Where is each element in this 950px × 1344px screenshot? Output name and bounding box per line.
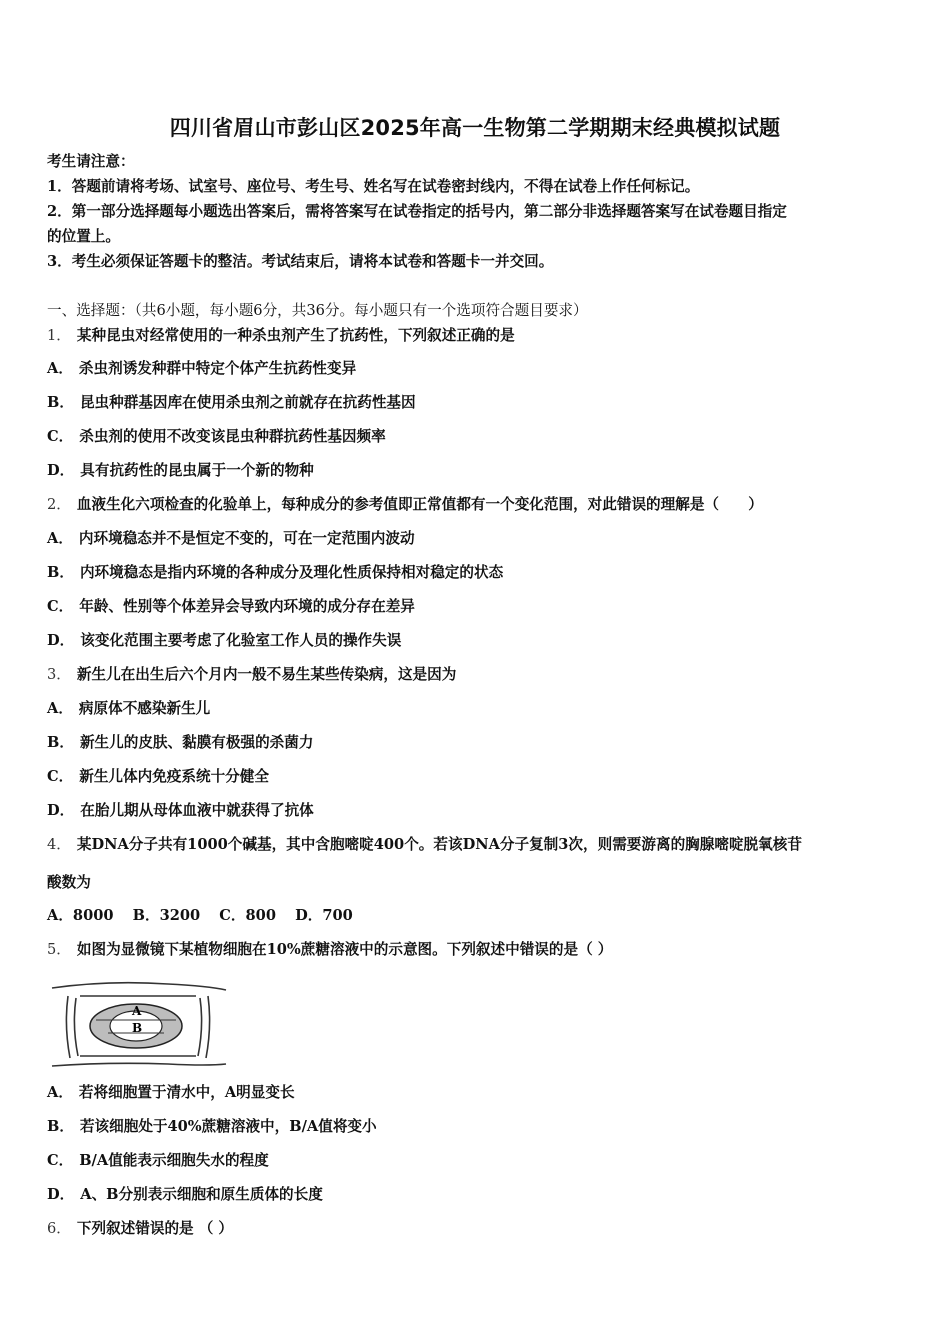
option-text: 3200 [159, 907, 201, 924]
q4-options [47, 906, 353, 926]
question-number: 2． [47, 496, 71, 513]
notice-item-2-cont: 的位置上。 [47, 228, 120, 245]
question-4 [47, 835, 802, 855]
q3-option-d [47, 801, 314, 821]
option-text: 年龄、性别等个体差异会导致内环境的成分存在差异 [79, 598, 415, 615]
bottom-wall-line [52, 1063, 226, 1066]
option-text: 杀虫剂诱发种群中特定个体产生抗药性变异 [78, 360, 357, 377]
question-number: 5． [47, 941, 71, 958]
notice-item-2: 2．第一部分选择题每小题选出答案后，需将答案写在试卷指定的括号内，第二部分非选择题答案写在试卷题目指定 [47, 203, 787, 220]
q3-option-c [47, 767, 269, 787]
option-text: 若将细胞置于清水中，A明显变长 [78, 1084, 295, 1101]
option-label: A． [47, 700, 73, 717]
option-label: A． [47, 907, 73, 924]
q1-option-d [47, 461, 314, 481]
option-text: A、B分别表示细胞和原生质体的长度 [80, 1186, 323, 1203]
option-label: A． [47, 360, 73, 377]
option-label: C． [47, 1152, 74, 1169]
q1-option-b [47, 393, 416, 413]
option-text: 800 [245, 907, 276, 924]
option-label: C． [47, 768, 74, 785]
question-stem: 新生儿在出生后六个月内一般不易生某些传染病，这是因为 [76, 666, 457, 683]
option-label: B． [132, 907, 160, 924]
q2-option-c [47, 597, 415, 617]
question-6 [47, 1219, 233, 1239]
option-label: B． [47, 734, 74, 751]
option-text: 新生儿体内免疫系统十分健全 [79, 768, 269, 785]
option-label: A． [47, 530, 73, 547]
question-stem: 某DNA分子共有1000个碱基，其中含胞嘧啶400个。若该DNA分子复制3次，则需要游离的胸腺嘧啶脱氧核苷 [76, 836, 802, 853]
question-stem: 血液生化六项检查的化验单上，每种成分的参考值即正常值都有一个变化范围，对此错误的理解是（ ） [76, 496, 763, 513]
notice-item-1: 1．答题前请将考场、试室号、座位号、考生号、姓名写在试卷密封线内，不得在试卷上作任何标记。 [47, 178, 700, 195]
question-4-cont: 酸数为 [47, 874, 91, 891]
option-label: C． [47, 428, 74, 445]
right-inner-wall-line [198, 998, 202, 1056]
option-label: D． [47, 632, 75, 649]
option-text: 病原体不感染新生儿 [78, 700, 211, 717]
left-wall-line [66, 996, 70, 1058]
notice-heading: 考生请注意： [47, 153, 135, 170]
option-label: C． [219, 907, 246, 924]
option-label: A． [47, 1084, 73, 1101]
question-stem: 如图为显微镜下某植物细胞在10%蔗糖溶液中的示意图。下列叙述中错误的是（ ） [76, 941, 613, 958]
option-text: 700 [322, 907, 353, 924]
option-text: 杀虫剂的使用不改变该昆虫种群抗药性基因频率 [79, 428, 386, 445]
question-number: 3． [47, 666, 71, 683]
option-text: 在胎儿期从母体血液中就获得了抗体 [80, 802, 314, 819]
question-3 [47, 665, 456, 685]
option-label: D． [47, 462, 75, 479]
question-number: 1． [47, 327, 71, 344]
q5-option-a [47, 1083, 295, 1103]
option-label: D． [47, 802, 75, 819]
option-text: 昆虫种群基因库在使用杀虫剂之前就存在抗药性基因 [79, 394, 416, 411]
option-text: 若该细胞处于40%蔗糖溶液中，B/A值将变小 [79, 1118, 377, 1135]
label-a: A [132, 1004, 142, 1018]
option-text: 内环境稳态是指内环境的各种成分及理化性质保持相对稳定的状态 [79, 564, 504, 581]
question-number: 4． [47, 836, 71, 853]
option-text: B/A值能表示细胞失水的程度 [79, 1152, 269, 1169]
option-text: 该变化范围主要考虑了化验室工作人员的操作失误 [80, 632, 402, 649]
q3-option-b [47, 733, 313, 753]
section-heading: 一、选择题：（共6小题，每小题6分，共36分。每小题只有一个选项符合题目要求） [47, 302, 588, 319]
right-wall-line [206, 996, 210, 1058]
q5-option-c [47, 1151, 269, 1171]
q2-option-a [47, 529, 415, 549]
option-label: C． [47, 598, 74, 615]
question-5 [47, 940, 612, 960]
left-inner-wall-line [74, 998, 78, 1056]
option-text: 8000 [72, 907, 114, 924]
option-text: 具有抗药性的昆虫属于一个新的物种 [80, 462, 314, 479]
q2-option-b [47, 563, 503, 583]
page-title: 四川省眉山市彭山区2025年高一生物第二学期期末经典模拟试题 [169, 116, 781, 140]
q5-option-b [47, 1117, 377, 1137]
option-label: B． [47, 394, 74, 411]
q1-option-c [47, 427, 386, 447]
option-label: B． [47, 1118, 74, 1135]
label-b: B [132, 1021, 143, 1035]
option-text: 内环境稳态并不是恒定不变的，可在一定范围内波动 [78, 530, 415, 547]
q1-option-a [47, 359, 356, 379]
q2-option-d [47, 631, 401, 651]
plant-cell-diagram [48, 976, 228, 1070]
question-1 [47, 326, 515, 346]
option-label: D． [295, 907, 323, 924]
option-label: B． [47, 564, 74, 581]
notice-item-3: 3．考生必须保证答题卡的整洁。考试结束后，请将本试卷和答题卡一并交回。 [47, 253, 554, 270]
question-2 [47, 495, 763, 515]
q5-option-d [47, 1185, 323, 1205]
option-text: 新生儿的皮肤、黏膜有极强的杀菌力 [79, 734, 314, 751]
q3-option-a [47, 699, 210, 719]
question-number: 6． [47, 1220, 71, 1237]
option-label: D． [47, 1186, 75, 1203]
question-stem: 某种昆虫对经常使用的一种杀虫剂产生了抗药性，下列叙述正确的是 [76, 327, 515, 344]
top-wall-line [52, 983, 226, 990]
question-stem: 下列叙述错误的是 （ ） [76, 1220, 233, 1237]
